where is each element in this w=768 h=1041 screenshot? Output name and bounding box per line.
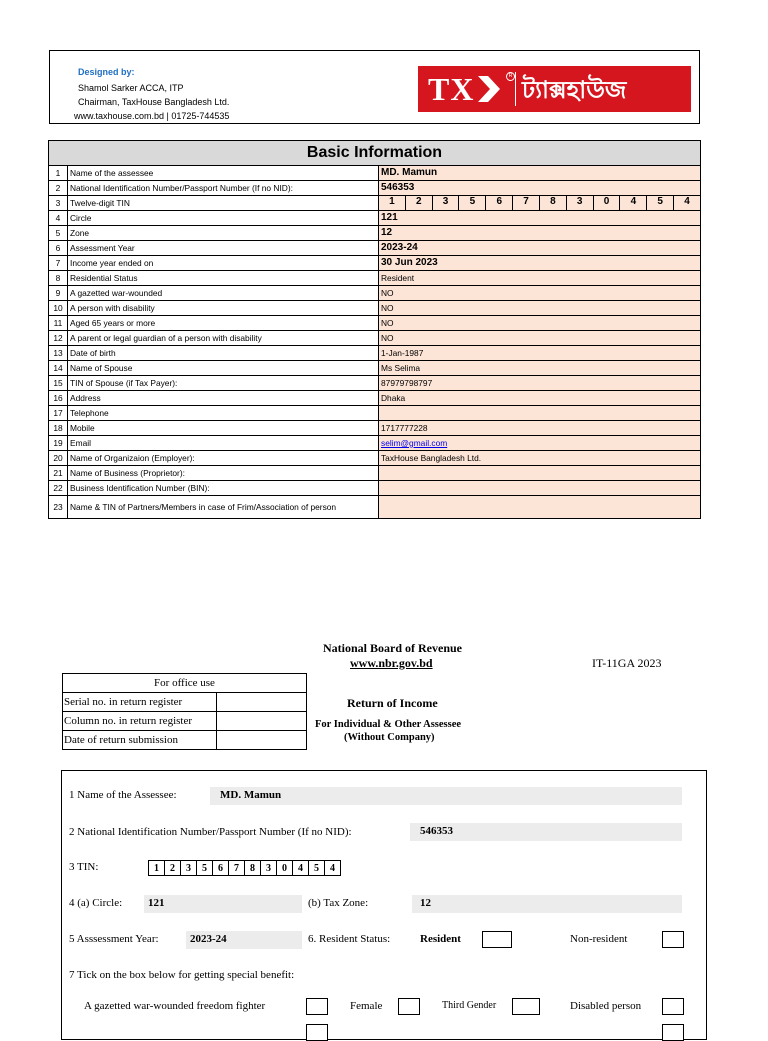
row-value[interactable]: [379, 196, 701, 211]
zone-value: 12: [420, 897, 431, 909]
zone-field[interactable]: [412, 895, 682, 913]
row-value[interactable]: NO: [379, 331, 701, 346]
table-row: [49, 286, 701, 301]
aged-checkbox[interactable]: [306, 1024, 328, 1041]
benefit-war-wounded-label: A gazetted war-wounded freedom fighter: [84, 1000, 266, 1012]
assessment-year-value: 2023-24: [190, 933, 227, 945]
row-label: Date of birth: [68, 346, 379, 361]
tin-digit: 5: [458, 196, 485, 210]
row-value[interactable]: Dhaka: [379, 391, 701, 406]
table-row: [49, 166, 701, 181]
resident-checkbox[interactable]: [482, 931, 512, 948]
row-label: Income year ended on: [68, 256, 379, 271]
table-row: [49, 346, 701, 361]
assessment-year-label: 5 Asssessment Year:: [69, 933, 159, 945]
form-code: IT-11GA 2023: [592, 656, 662, 670]
tin-digit: 4: [619, 196, 646, 210]
office-row-field[interactable]: [217, 693, 307, 712]
table-row: [49, 496, 701, 519]
table-row: [49, 316, 701, 331]
guardian-checkbox[interactable]: [662, 1024, 684, 1041]
table-row: [49, 466, 701, 481]
tin-digit: 1: [389, 196, 395, 207]
row-value[interactable]: selim@gmail.com: [379, 436, 701, 451]
table-row: [49, 211, 701, 226]
row-value[interactable]: [379, 481, 701, 496]
table-row: [49, 451, 701, 466]
circle-field[interactable]: [144, 895, 302, 913]
row-number: 22: [49, 481, 68, 496]
row-number: 10: [49, 301, 68, 316]
row-value[interactable]: Resident: [379, 271, 701, 286]
tin-digit: 6: [485, 196, 512, 210]
circle-label: 4 (a) Circle:: [69, 897, 123, 909]
logo-arrow-icon: [478, 76, 502, 102]
row-label: Name of Business (Proprietor):: [68, 466, 379, 481]
table-row: [49, 361, 701, 376]
table-row: [49, 436, 701, 451]
tin-digit-box: 3: [260, 861, 276, 875]
row-value[interactable]: NO: [379, 286, 701, 301]
tin-digit-box: 2: [164, 861, 180, 875]
tin-digit-box: 4: [324, 861, 340, 875]
tin-label: 3 TIN:: [69, 861, 99, 873]
special-benefit-label: 7 Tick on the box below for getting special benefit:: [69, 969, 295, 981]
row-label: TIN of Spouse (if Tax Payer):: [68, 376, 379, 391]
row-label: A gazetted war-wounded: [68, 286, 379, 301]
tin-digit-box: 5: [196, 861, 212, 875]
row-value[interactable]: 1717777228: [379, 421, 701, 436]
row-number: 6: [49, 241, 68, 256]
row-number: 3: [49, 196, 68, 211]
row-label: Address: [68, 391, 379, 406]
office-row-field[interactable]: [217, 731, 307, 750]
row-value[interactable]: [379, 496, 701, 519]
row-number: 4: [49, 211, 68, 226]
resident-option-label: Resident: [420, 933, 461, 945]
office-row-field[interactable]: [217, 712, 307, 731]
row-label: Business Identification Number (BIN):: [68, 481, 379, 496]
tin-digit: 8: [539, 196, 566, 210]
row-number: 19: [49, 436, 68, 451]
office-row-label: Serial no. in return register: [63, 693, 217, 712]
registered-icon: R: [506, 72, 515, 81]
war-wounded-checkbox[interactable]: [306, 998, 328, 1015]
row-number: 14: [49, 361, 68, 376]
logo-tx-text: TX: [428, 71, 475, 107]
row-label: National Identification Number/Passport Number (If no NID):: [68, 181, 379, 196]
third-gender-checkbox[interactable]: [512, 998, 540, 1015]
tin-digit: 4: [673, 196, 700, 210]
row-value[interactable]: NO: [379, 301, 701, 316]
row-value[interactable]: 12: [379, 226, 701, 241]
nid-label: 2 National Identification Number/Passport Number (If no NID):: [69, 826, 352, 838]
row-label: Circle: [68, 211, 379, 226]
disabled-checkbox[interactable]: [662, 998, 684, 1015]
row-number: 12: [49, 331, 68, 346]
nonresident-checkbox[interactable]: [662, 931, 684, 948]
row-label: Aged 65 years or more: [68, 316, 379, 331]
resident-status-label: 6. Resident Status:: [308, 933, 391, 945]
table-row: [49, 421, 701, 436]
assessee-name-value: MD. Mamun: [220, 789, 282, 801]
row-number: 18: [49, 421, 68, 436]
benefit-third-gender-label: Third Gender: [442, 1000, 497, 1011]
row-label: Name of Spouse: [68, 361, 379, 376]
row-number: 20: [49, 451, 68, 466]
tin-digit: 3: [432, 196, 459, 210]
row-number: 17: [49, 406, 68, 421]
tin-digit: 7: [512, 196, 539, 210]
designer-title: Chairman, TaxHouse Bangladesh Ltd.: [78, 97, 230, 107]
tin-boxes[interactable]: [148, 860, 341, 876]
return-form-box: [61, 770, 707, 1040]
zone-label: (b) Tax Zone:: [308, 897, 369, 909]
nid-value: 546353: [420, 825, 453, 837]
nbr-title: National Board of Revenue: [323, 641, 462, 655]
tin-digit-box: 5: [308, 861, 324, 875]
row-label: Email: [68, 436, 379, 451]
female-checkbox[interactable]: [398, 998, 420, 1015]
tin-digit-box: 8: [244, 861, 260, 875]
office-row-label: Column no. in return register: [63, 712, 217, 731]
table-row: [49, 406, 701, 421]
row-value[interactable]: [379, 406, 701, 421]
row-value[interactable]: 546353: [379, 181, 701, 196]
tin-digit-box: 3: [180, 861, 196, 875]
tin-digit: 3: [566, 196, 593, 210]
table-row: [49, 301, 701, 316]
row-number: 21: [49, 466, 68, 481]
table-row: [49, 391, 701, 406]
return-subtitle-2: (Without Company): [344, 732, 435, 743]
row-number: 8: [49, 271, 68, 286]
logo-bengali-text: ট্যাক্সহাউজ: [522, 77, 627, 104]
designer-name: Shamol Sarker ACCA, ITP: [78, 83, 184, 93]
table-row: [49, 226, 701, 241]
tin-digit-box: 0: [276, 861, 292, 875]
table-row: [49, 256, 701, 271]
row-label: Name & TIN of Partners/Members in case of Frim/Association of person: [68, 496, 379, 519]
row-label: Name of Organizaion (Employer):: [68, 451, 379, 466]
row-value[interactable]: 30 Jun 2023: [379, 256, 701, 271]
tin-digit: 5: [646, 196, 673, 210]
designed-by-label: Designed by:: [78, 67, 135, 77]
tin-digit-grid: [379, 196, 700, 210]
row-label: Zone: [68, 226, 379, 241]
row-value[interactable]: [379, 466, 701, 481]
table-row: [49, 481, 701, 496]
table-row: [49, 376, 701, 391]
row-label: Twelve-digit TIN: [68, 196, 379, 211]
row-value[interactable]: TaxHouse Bangladesh Ltd.: [379, 451, 701, 466]
row-value[interactable]: 1-Jan-1987: [379, 346, 701, 361]
tin-digit-box: 7: [228, 861, 244, 875]
row-number: 16: [49, 391, 68, 406]
row-number: 9: [49, 286, 68, 301]
return-subtitle: For Individual & Other Assessee: [315, 719, 462, 730]
tin-digit: 0: [593, 196, 620, 210]
table-row: [49, 331, 701, 346]
table-row: [49, 241, 701, 256]
row-label: Assessment Year: [68, 241, 379, 256]
benefit-disabled-label: Disabled person: [570, 1000, 642, 1012]
header-box: [49, 50, 700, 124]
office-row-label: Date of return submission: [63, 731, 217, 750]
row-number: 11: [49, 316, 68, 331]
table-row: [49, 271, 701, 286]
table-row: [49, 181, 701, 196]
logo-divider: [515, 72, 516, 106]
row-label: Telephone: [68, 406, 379, 421]
row-value[interactable]: Ms Selima: [379, 361, 701, 376]
office-use-heading: For office use: [63, 674, 307, 693]
row-value[interactable]: NO: [379, 316, 701, 331]
row-label: Name of the assessee: [68, 166, 379, 181]
row-value[interactable]: MD. Mamun: [379, 166, 701, 181]
row-label: Residential Status: [68, 271, 379, 286]
benefit-female-label: Female: [350, 1000, 383, 1012]
basic-info-title: Basic Information: [49, 141, 701, 166]
row-number: 1: [49, 166, 68, 181]
tin-digit-box: 4: [292, 861, 308, 875]
table-row: [49, 196, 701, 211]
tin-digit-box: 1: [154, 863, 159, 874]
row-value[interactable]: 87979798797: [379, 376, 701, 391]
tin-digit-box: 6: [212, 861, 228, 875]
taxhouse-logo: [418, 66, 691, 112]
assessee-name-label: 1 Name of the Assessee:: [69, 789, 177, 801]
row-number: 23: [49, 496, 68, 519]
tin-digit: 2: [405, 196, 432, 210]
row-label: A person with disability: [68, 301, 379, 316]
row-number: 7: [49, 256, 68, 271]
row-number: 15: [49, 376, 68, 391]
row-number: 2: [49, 181, 68, 196]
office-use-table: [62, 673, 307, 750]
nbr-url-link[interactable]: www.nbr.gov.bd: [350, 656, 433, 670]
contact-info: www.taxhouse.com.bd | 01725-744535: [74, 111, 230, 121]
circle-value: 121: [148, 897, 165, 909]
row-number: 5: [49, 226, 68, 241]
row-value[interactable]: 121: [379, 211, 701, 226]
row-value[interactable]: 2023-24: [379, 241, 701, 256]
return-title: Return of Income: [347, 696, 438, 710]
row-number: 13: [49, 346, 68, 361]
row-label: A parent or legal guardian of a person with disability: [68, 331, 379, 346]
basic-info-table: [48, 140, 701, 519]
row-label: Mobile: [68, 421, 379, 436]
nonresident-option-label: Non-resident: [570, 933, 628, 945]
